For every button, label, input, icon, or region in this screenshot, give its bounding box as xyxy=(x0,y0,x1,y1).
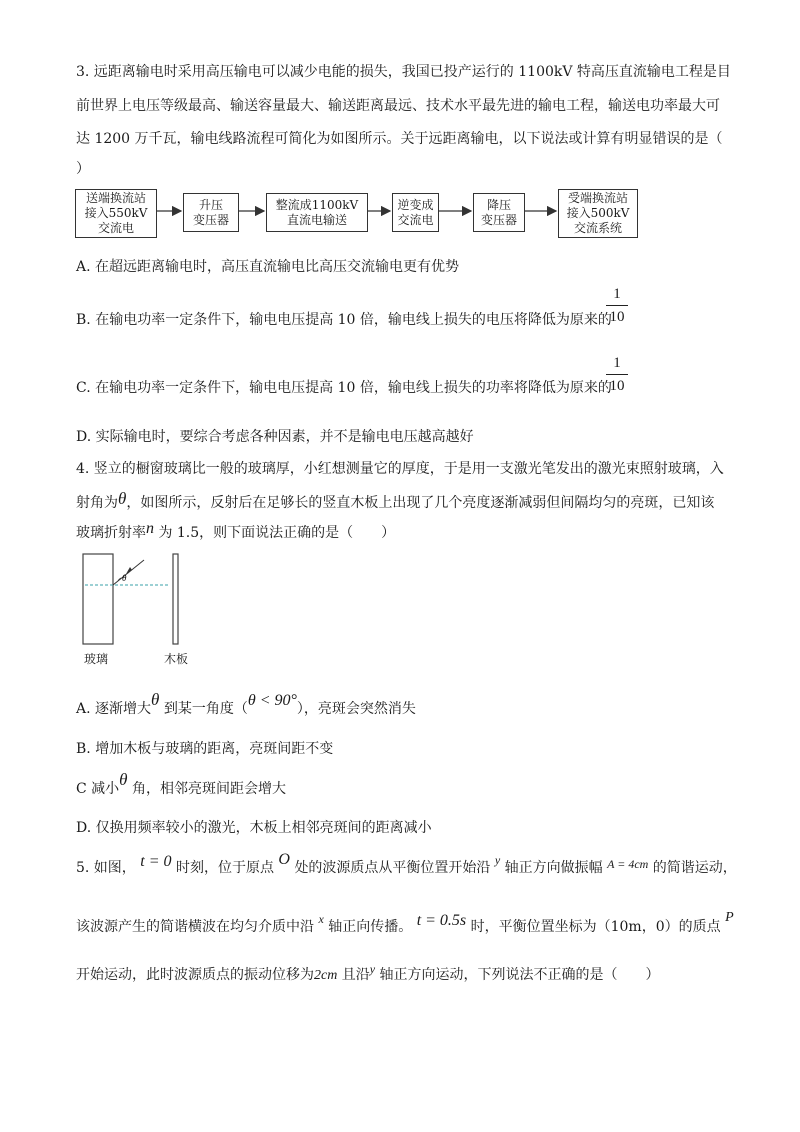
theta-condition: θ < 90° xyxy=(247,692,297,709)
q5-line-1-part4: 轴正方向做振幅 xyxy=(504,860,603,876)
q4-option-a-start: A. 逐渐增大 xyxy=(76,701,152,717)
fraction-denominator: 10 xyxy=(609,378,625,394)
flow-box-label: 送端换流站 接入550kV 交流电 xyxy=(84,191,148,235)
amplitude: A = 4cm xyxy=(607,857,649,871)
n-symbol: n xyxy=(146,520,154,537)
q4-option-c xyxy=(76,770,286,799)
q5-line-2-part3: 时，平衡位置坐标为（10m，0）的质点 xyxy=(470,919,721,935)
flow-box-sending-station xyxy=(75,189,157,238)
x-axis-symbol: x xyxy=(318,912,324,926)
flow-box-label: 升压 变压器 xyxy=(192,197,229,227)
q4-option-c-end: 角，相邻亮斑间距会增大 xyxy=(127,781,286,797)
q4-option-a-end: ），亮斑会突然消失 xyxy=(296,701,416,717)
glass-label: 玻璃 xyxy=(84,652,109,666)
q5-line-1-part2: 时刻，位于原点 xyxy=(175,860,274,876)
y-axis-symbol: y xyxy=(494,853,501,867)
q4-option-d: D. 仅换用频率较小的激光，木板上相邻亮斑间的距离减小 xyxy=(76,820,432,836)
q3-line-1: 3. 远距离输电时采用高压输电可以减少电能的损失，我国已投产运行的 1100kV 特高压直流输电工程是目 xyxy=(76,64,731,80)
q4-line-2 xyxy=(76,489,715,513)
q3-option-b-fraction xyxy=(604,284,630,327)
q3-option-c-fraction xyxy=(604,353,630,396)
flow-box-rectifier-dc xyxy=(266,193,368,232)
q4-line-2-start: 射角为 xyxy=(76,495,118,511)
flow-box-label: 降压 变压器 xyxy=(480,197,517,227)
fraction-denominator: 10 xyxy=(609,309,625,325)
q5-line-2 xyxy=(76,910,734,938)
q3-line-2: 前世界上电压等级最高、输送容量最大、输送距离最远、技术水平最先进的输电工程，输送电功率最大可 xyxy=(76,98,720,114)
q3-line-3: 达 1200 万千瓦，输电线路流程可简化为如图所示。关于远距离输电，以下说法或计算有明显错误的是（ xyxy=(76,131,723,147)
q5-line-3 xyxy=(76,962,660,986)
q5-line-2-start: 该波源产生的简谐横波在均匀介质中沿 xyxy=(76,919,314,935)
q3-line-4: ） xyxy=(76,161,90,177)
flow-box-step-up-transformer xyxy=(183,193,239,232)
flow-box-label: 整流成1100kV 直流电输送 xyxy=(275,197,359,227)
q5-line-1-part3: 处的波源质点从平衡位置开始沿 xyxy=(294,860,491,876)
origin-o: O xyxy=(278,851,290,868)
q5-line-1-end: 的简谐运动， xyxy=(652,860,737,876)
q3-option-c: C. 在输电功率一定条件下，输电电压提高 10 倍，输电线上损失的功率将降低为原来的 xyxy=(76,380,612,396)
q4-option-a xyxy=(76,690,416,719)
q4-line-2-end: ，如图所示，反射后在足够长的竖直木板上出现了几个亮度逐渐减弱但间隔均匀的亮斑，已知该 xyxy=(126,495,715,511)
point-p: P xyxy=(725,910,734,925)
glass-board-figure xyxy=(80,550,200,650)
q5-line-3-part2: 且沿 xyxy=(337,967,370,983)
q3-option-a: A. 在超远距离输电时，高压直流输电比高压交流输电更有优势 xyxy=(76,259,460,275)
theta-symbol: θ xyxy=(118,489,127,508)
t-half-second: t = 0.5s xyxy=(416,912,467,929)
q5-line-1 xyxy=(76,851,737,878)
q4-option-c-start: C 减小 xyxy=(76,781,120,797)
flow-box-inverter xyxy=(392,193,439,232)
theta-angle-label: θ xyxy=(122,573,127,583)
q4-line-3-end: 为 1.5，则下面说法正确的是（ ） xyxy=(154,525,396,541)
q4-line-3 xyxy=(76,520,396,543)
theta-symbol: θ xyxy=(151,690,160,709)
theta-symbol: θ xyxy=(119,770,128,789)
q3-option-d: D. 实际输电时，要综合考虑各种因素，并不是输电电压越高越好 xyxy=(76,429,474,445)
fraction-numerator: 1 xyxy=(613,355,621,371)
q4-option-a-mid: 到某一角度（ xyxy=(159,701,248,717)
q5-line-1-start: 5. 如图， xyxy=(76,860,136,876)
t-zero: t = 0 xyxy=(140,853,172,870)
q5-line-2-part2: 轴正向传播。 xyxy=(328,919,413,935)
flow-box-receiving-station xyxy=(558,189,638,238)
flow-box-label: 受端换流站 接入500kV 交流系统 xyxy=(566,191,630,235)
fraction-numerator: 1 xyxy=(613,286,621,302)
q4-line-1: 4. 竖立的橱窗玻璃比一般的玻璃厚，小红想测量它的厚度，于是用一支激光笔发出的激光束照射玻璃，入 xyxy=(76,461,724,477)
q4-option-b: B. 增加木板与玻璃的距离，亮斑间距不变 xyxy=(76,741,334,757)
q4-line-3-start: 玻璃折射率 xyxy=(76,525,146,541)
flow-box-label: 逆变成 交流电 xyxy=(397,197,434,227)
flow-box-step-down-transformer xyxy=(473,193,525,232)
q5-line-3-end: 轴正方向运动，下列说法不正确的是（ ） xyxy=(375,967,660,983)
q5-line-3-start: 开始运动，此时波源质点的振动位移为 xyxy=(76,967,314,983)
q3-option-b: B. 在输电功率一定条件下，输电电压提高 10 倍，输电线上损失的电压将降低为原来的 xyxy=(76,312,612,328)
y-axis-symbol: y xyxy=(369,962,376,976)
displacement: 2cm xyxy=(314,968,338,983)
board-label: 木板 xyxy=(164,652,189,666)
